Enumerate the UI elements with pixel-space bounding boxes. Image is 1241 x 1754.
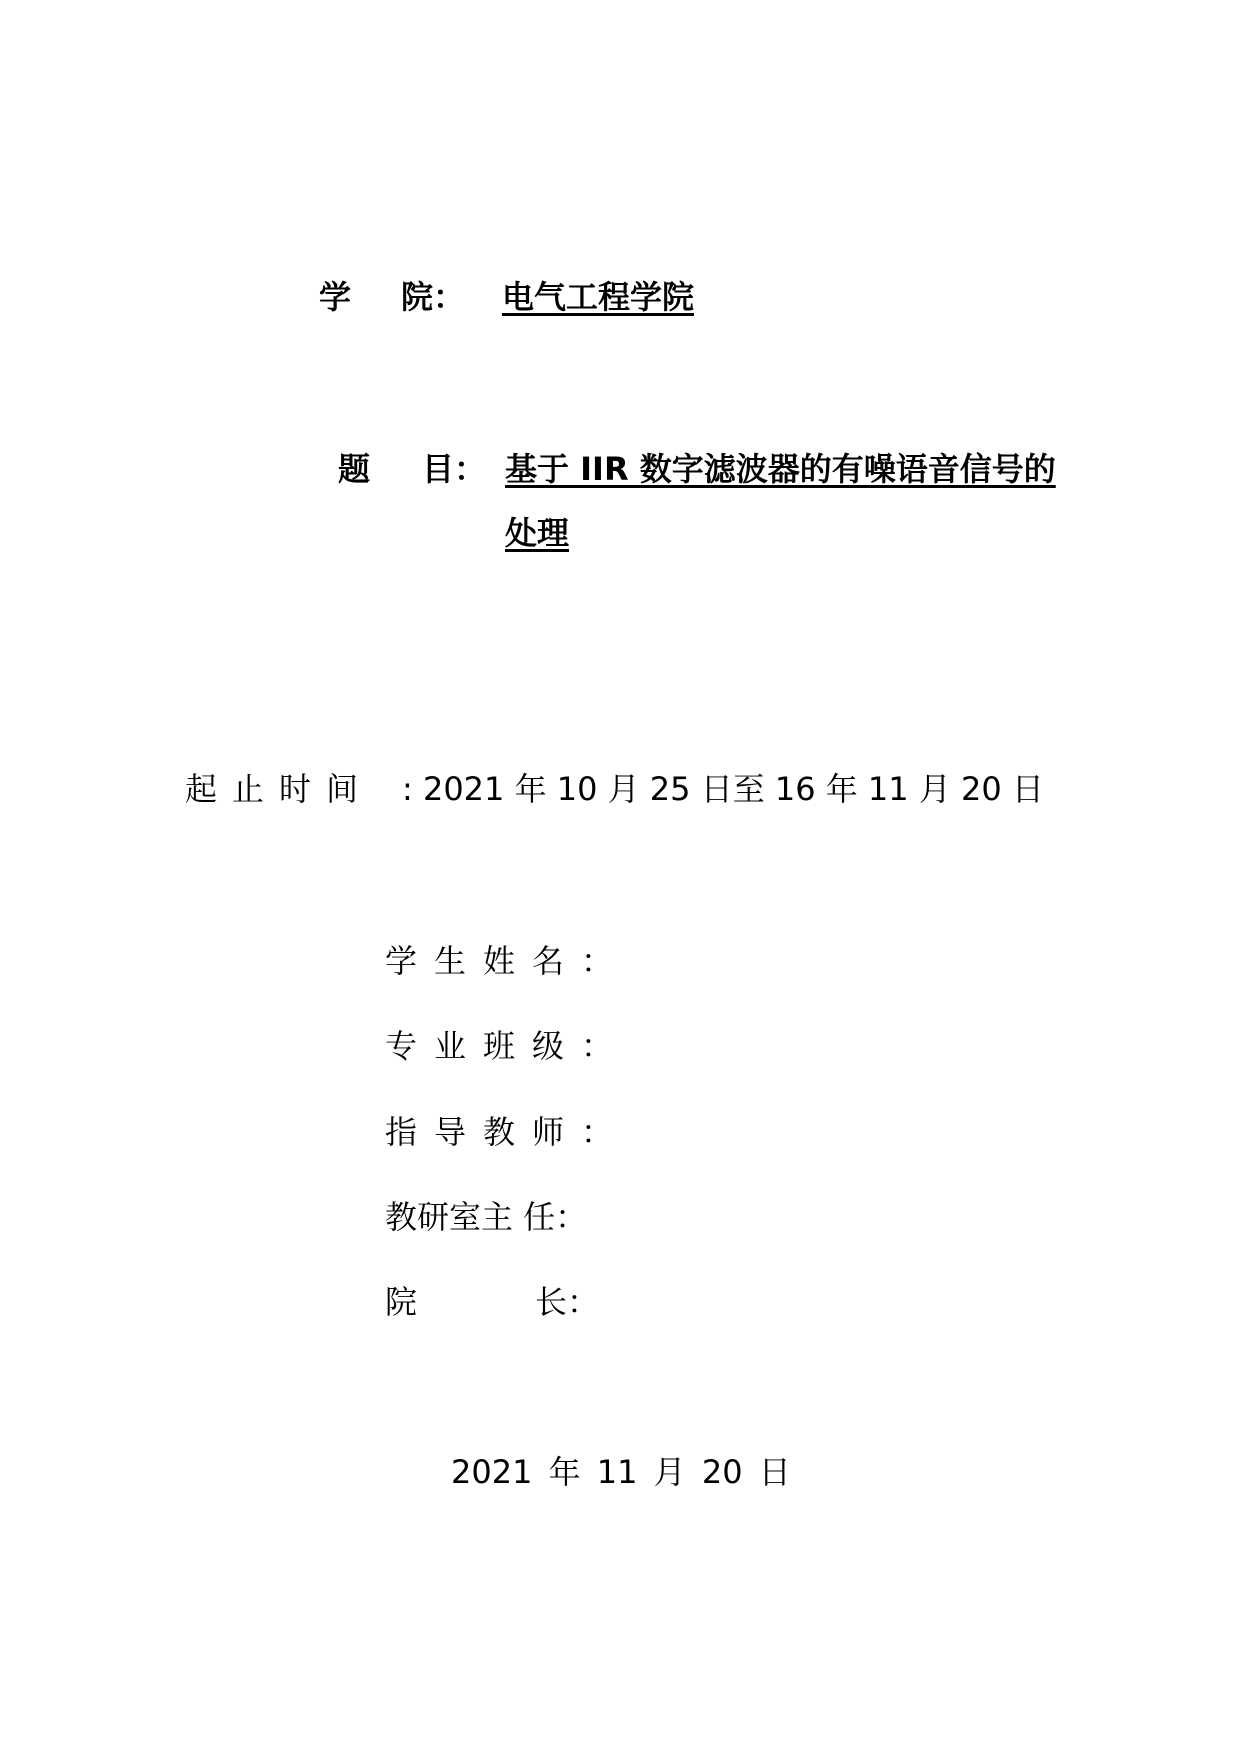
title-label-char2: 目： <box>422 450 487 488</box>
dean-label <box>385 1277 600 1323</box>
thesis-title-line1: 基于 IIR 数字滤波器的有噪语音信号的 <box>505 450 1056 488</box>
dean-label-char2: 长： <box>535 1283 600 1321</box>
period-label: 起止时间 <box>185 770 374 808</box>
dean-label-char1: 院 <box>385 1283 418 1321</box>
office-director-label: 教研室主 任： <box>385 1198 588 1236</box>
title-label-char1: 题 <box>338 450 371 488</box>
student-name-label: 学生姓名： <box>385 942 631 980</box>
college-label-char1: 学 <box>319 278 352 316</box>
title-label <box>338 444 486 490</box>
advisor-label: 指导教师： <box>385 1113 631 1151</box>
thesis-title-line2: 处理 <box>505 514 570 552</box>
college-value: 电气工程学院 <box>502 278 695 316</box>
signing-date: 2021 年 11 月 20 日 <box>451 1453 791 1491</box>
major-class-label: 专业班级： <box>385 1027 631 1065</box>
college-label-char2: 院： <box>401 278 466 316</box>
college-label <box>319 272 465 318</box>
period-value: : 2021 年 10 月 25 日至 16 年 11 月 20 日 <box>402 770 1044 808</box>
